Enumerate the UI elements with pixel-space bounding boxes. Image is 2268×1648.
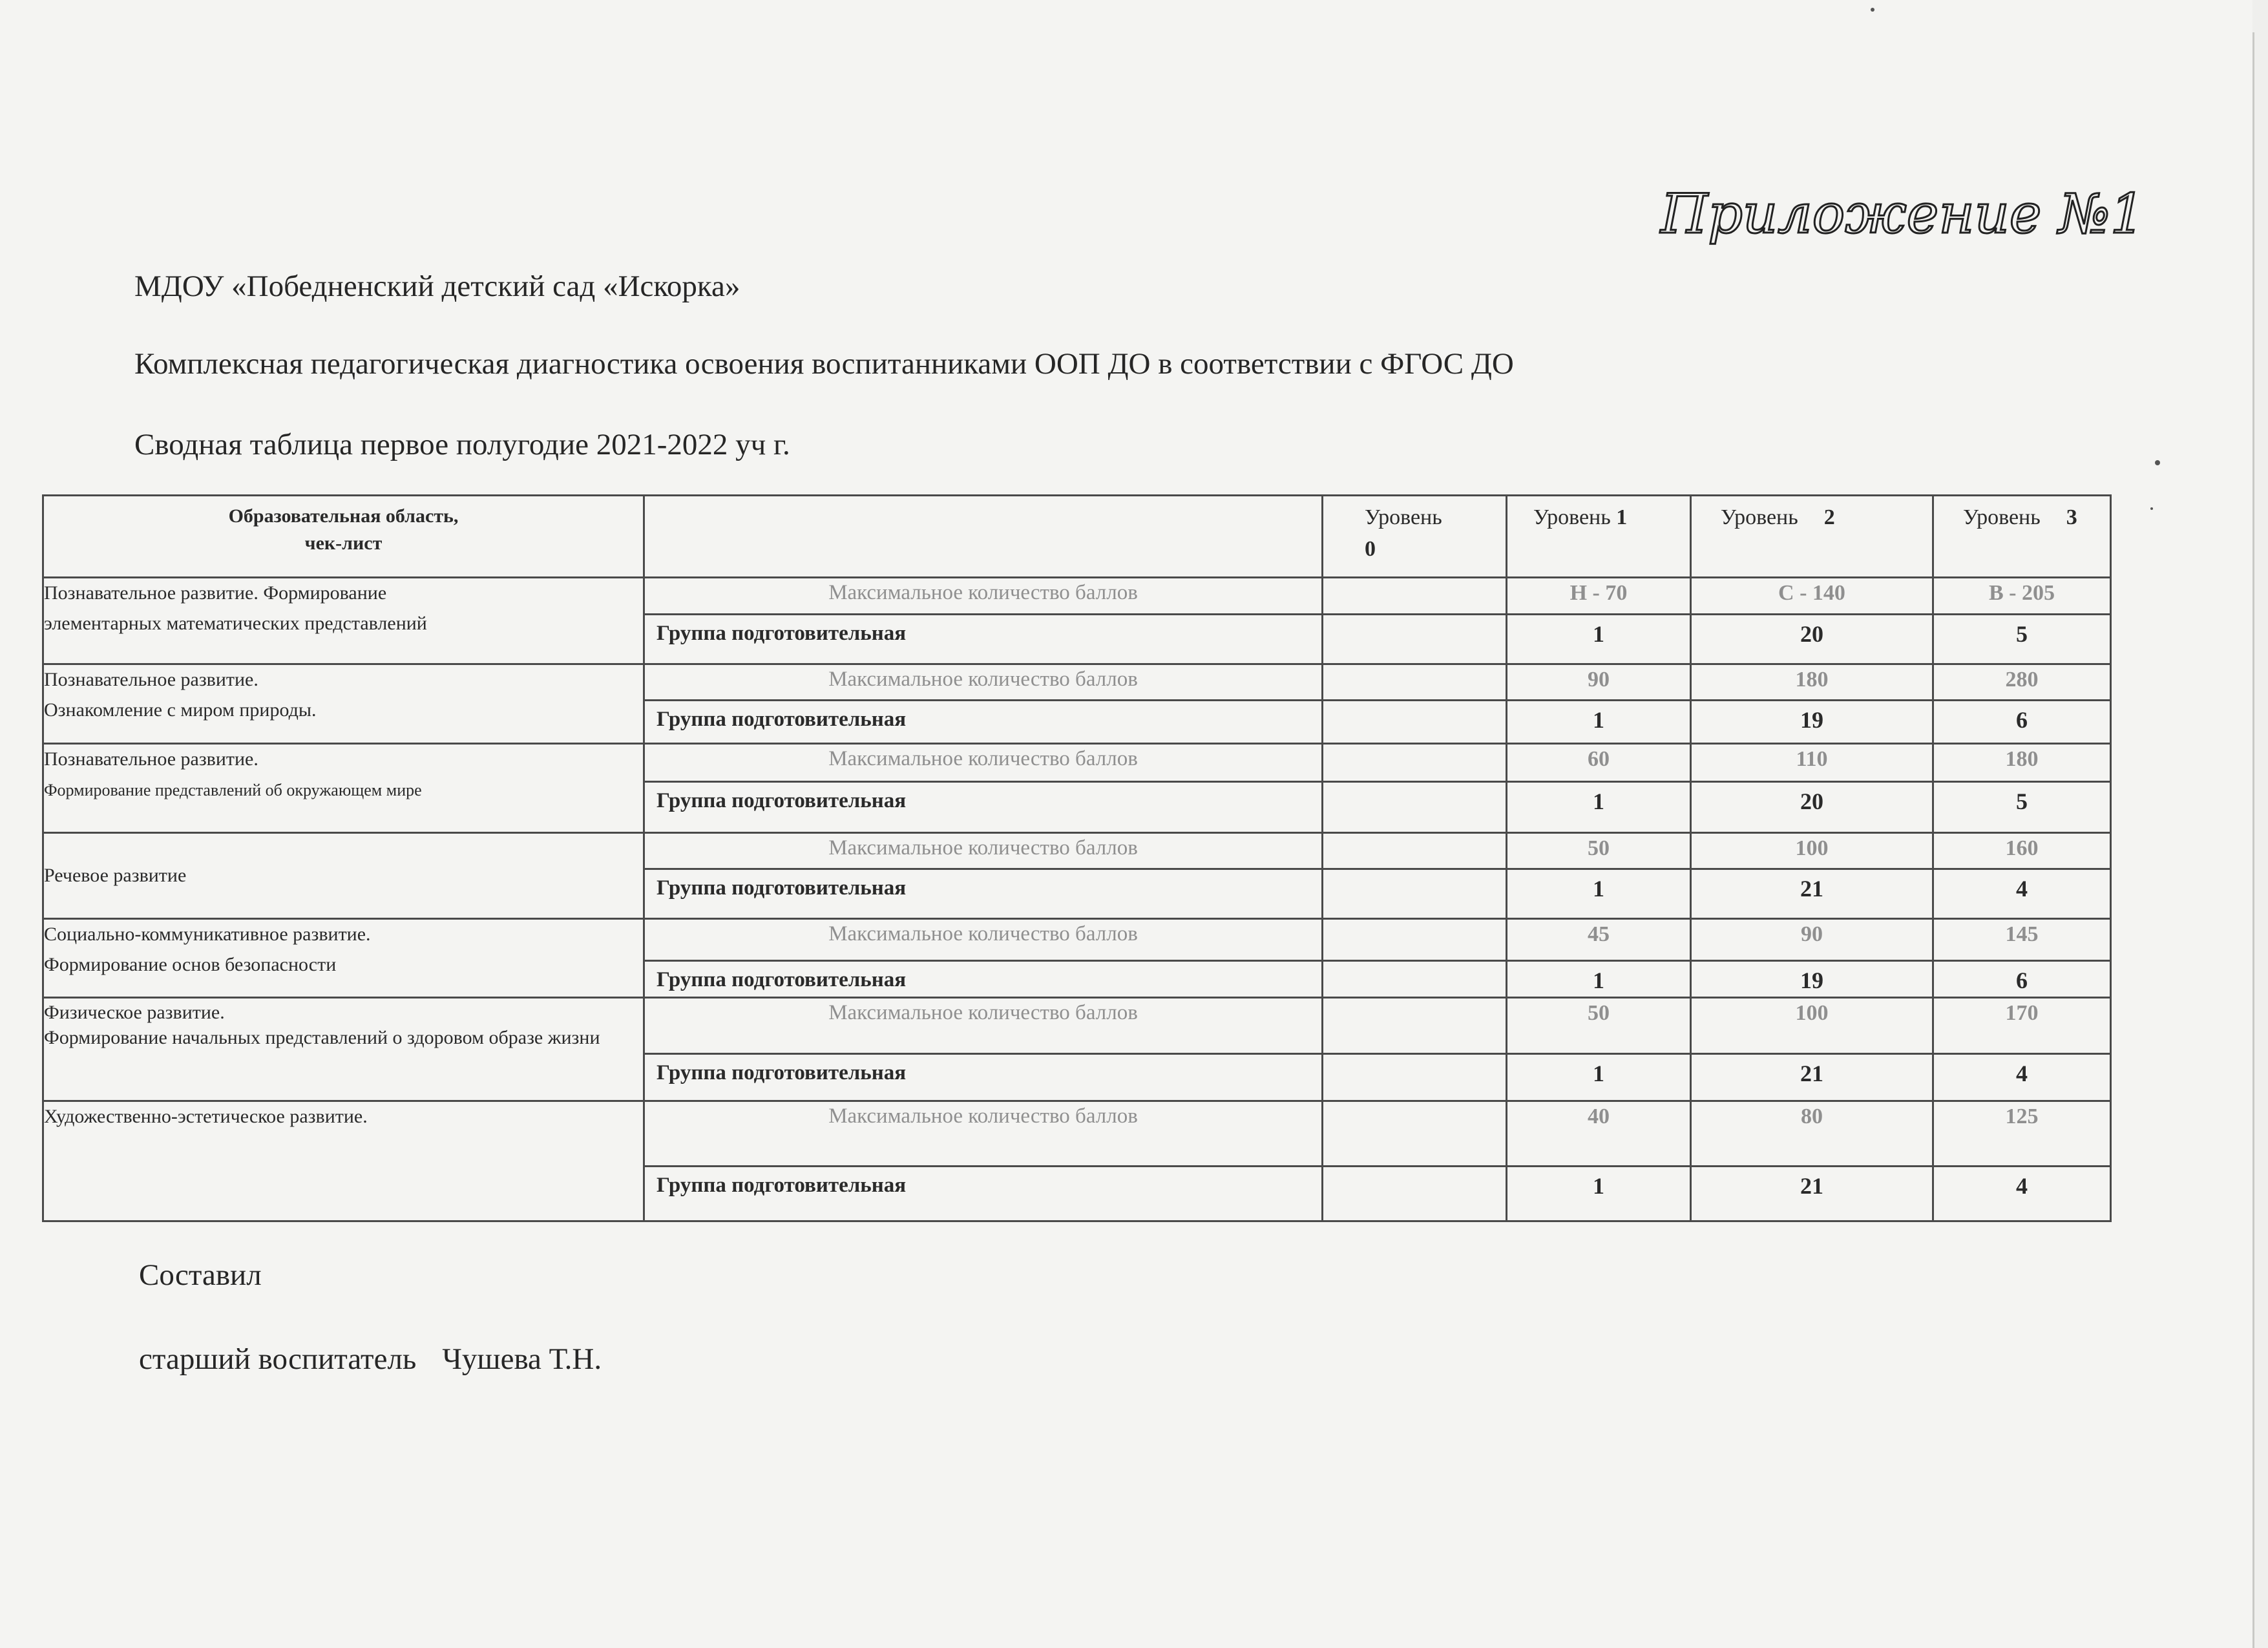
max-level-2: 110 xyxy=(1691,744,1933,782)
header-level-0 xyxy=(1323,496,1507,578)
scan-speck xyxy=(1871,8,1874,12)
group-label: Группа подготовительная xyxy=(644,701,1323,744)
max-score-label: Максимальное количество баллов xyxy=(644,744,1323,782)
group-level-1: 1 xyxy=(1507,1167,1691,1221)
group-level-3: 4 xyxy=(1933,869,2111,919)
table-row-max xyxy=(43,744,2111,782)
area-line2: Ознакомление с миром природы. xyxy=(44,699,317,721)
group-level-1: 1 xyxy=(1507,701,1691,744)
group-level-0 xyxy=(1323,1167,1507,1221)
max-level-3: 180 xyxy=(1933,744,2111,782)
group-level-1: 1 xyxy=(1507,615,1691,664)
area-line2: Формирование начальных представлений о здоровом образе жизни xyxy=(44,1027,600,1048)
max-level-1: 40 xyxy=(1507,1101,1691,1167)
max-score-label: Максимальное количество баллов xyxy=(644,1101,1323,1167)
max-level-0 xyxy=(1323,998,1507,1054)
max-level-1: 60 xyxy=(1507,744,1691,782)
group-label: Группа подготовительная xyxy=(644,1054,1323,1101)
handwritten-annotation-text: Приложение №1 xyxy=(1661,182,2145,246)
header-area-line1: Образовательная область, xyxy=(228,505,459,527)
group-level-2: 19 xyxy=(1691,701,1933,744)
document-subtitle: Комплексная педагогическая диагностика освоения воспитанниками ООП ДО в соответствии с ФГОС ДО xyxy=(134,347,1514,381)
max-score-label: Максимальное количество баллов xyxy=(644,833,1323,869)
handwritten-annotation xyxy=(1654,181,2145,259)
group-level-0 xyxy=(1323,701,1507,744)
area-line2: элементарных математических представлений xyxy=(44,612,427,634)
group-level-2: 20 xyxy=(1691,615,1933,664)
group-level-1: 1 xyxy=(1507,869,1691,919)
area-line1: Познавательное развитие. xyxy=(44,748,258,770)
max-score-label: Максимальное количество баллов xyxy=(644,578,1323,615)
group-level-0 xyxy=(1323,1054,1507,1101)
group-level-1: 1 xyxy=(1507,782,1691,833)
max-level-0 xyxy=(1323,833,1507,869)
area-line1: Познавательное развитие. xyxy=(44,669,258,690)
group-level-3: 6 xyxy=(1933,701,2111,744)
area-cell xyxy=(43,919,644,998)
group-level-1: 1 xyxy=(1507,961,1691,998)
group-level-2: 21 xyxy=(1691,869,1933,919)
max-level-2: 100 xyxy=(1691,833,1933,869)
group-label: Группа подготовительная xyxy=(644,1167,1323,1221)
handwritten-annotation-drawing xyxy=(1654,181,2145,259)
header-level-0-word: Уровень xyxy=(1365,505,1442,529)
table-row-max xyxy=(43,664,2111,701)
table-row-max xyxy=(43,998,2111,1054)
group-level-2: 20 xyxy=(1691,782,1933,833)
header-level-1 xyxy=(1507,496,1691,578)
max-level-1: 50 xyxy=(1507,833,1691,869)
area-cell xyxy=(43,833,644,919)
max-level-1: 90 xyxy=(1507,664,1691,701)
group-level-0 xyxy=(1323,869,1507,919)
max-level-1: 50 xyxy=(1507,998,1691,1054)
group-label: Группа подготовительная xyxy=(644,869,1323,919)
max-level-3: 125 xyxy=(1933,1101,2111,1167)
max-level-3: 280 xyxy=(1933,664,2111,701)
author-name: Чушева Т.Н. xyxy=(442,1342,602,1376)
group-level-0 xyxy=(1323,961,1507,998)
group-level-3: 5 xyxy=(1933,782,2111,833)
area-cell xyxy=(43,1101,644,1221)
header-level-1-word: Уровень xyxy=(1533,505,1611,529)
area-line1: Познавательное развитие. Формирование xyxy=(44,582,387,604)
institution-title: МДОУ «Победненский детский сад «Искорка» xyxy=(134,269,740,303)
table-row-max xyxy=(43,1101,2111,1167)
max-score-label: Максимальное количество баллов xyxy=(644,919,1323,961)
max-level-1: 45 xyxy=(1507,919,1691,961)
area-line2: Формирование основ безопасности xyxy=(44,953,337,975)
header-level-2-num: 2 xyxy=(1823,505,1835,529)
header-level-1-num: 1 xyxy=(1616,505,1628,529)
group-label: Группа подготовительная xyxy=(644,961,1323,998)
signature-line xyxy=(139,1344,602,1375)
group-level-2: 19 xyxy=(1691,961,1933,998)
max-level-0 xyxy=(1323,1101,1507,1167)
max-level-0 xyxy=(1323,578,1507,615)
max-level-2: С - 140 xyxy=(1691,578,1933,615)
header-level-0-num: 0 xyxy=(1365,537,1376,562)
header-level-2-word: Уровень xyxy=(1721,505,1798,529)
table-title: Сводная таблица первое полугодие 2021-2022 уч г. xyxy=(134,428,790,461)
scan-speck xyxy=(2150,507,2153,510)
group-level-3: 5 xyxy=(1933,615,2111,664)
group-label: Группа подготовительная xyxy=(644,615,1323,664)
paper-edge xyxy=(2252,32,2254,1648)
area-line1: Физическое развитие. xyxy=(44,1002,225,1023)
area-cell xyxy=(43,998,644,1101)
max-level-0 xyxy=(1323,664,1507,701)
area-line1: Речевое развитие xyxy=(44,864,187,886)
max-level-2: 80 xyxy=(1691,1101,1933,1167)
max-level-2: 100 xyxy=(1691,998,1933,1054)
max-level-3: 145 xyxy=(1933,919,2111,961)
header-area-line2: чек-лист xyxy=(304,533,383,554)
group-level-0 xyxy=(1323,782,1507,833)
header-level-3-word: Уровень xyxy=(1963,505,2041,529)
table-row-max xyxy=(43,833,2111,869)
scan-speck xyxy=(2155,460,2160,465)
group-level-3: 4 xyxy=(1933,1167,2111,1221)
group-level-3: 4 xyxy=(1933,1054,2111,1101)
max-level-2: 90 xyxy=(1691,919,1933,961)
author-position: старший воспитатель xyxy=(139,1342,417,1376)
max-level-1: Н - 70 xyxy=(1507,578,1691,615)
max-level-3: В - 205 xyxy=(1933,578,2111,615)
group-level-2: 21 xyxy=(1691,1054,1933,1101)
area-line2: Формирование представлений об окружающем мире xyxy=(44,780,422,799)
area-cell xyxy=(43,664,644,744)
max-level-0 xyxy=(1323,744,1507,782)
table-row-max xyxy=(43,578,2111,615)
group-level-0 xyxy=(1323,615,1507,664)
header-level-2 xyxy=(1691,496,1933,578)
area-line1: Художественно-эстетическое развитие. xyxy=(44,1106,368,1127)
header-blank xyxy=(644,496,1323,578)
max-score-label: Максимальное количество баллов xyxy=(644,664,1323,701)
area-cell xyxy=(43,744,644,833)
max-level-3: 160 xyxy=(1933,833,2111,869)
table-row-max xyxy=(43,919,2111,961)
max-level-2: 180 xyxy=(1691,664,1933,701)
compiled-by-label: Составил xyxy=(139,1258,262,1292)
group-level-3: 6 xyxy=(1933,961,2111,998)
max-level-0 xyxy=(1323,919,1507,961)
area-cell xyxy=(43,578,644,664)
header-level-3 xyxy=(1933,496,2111,578)
header-area xyxy=(43,496,644,578)
table-header-row xyxy=(43,496,2111,578)
header-level-3-num: 3 xyxy=(2066,505,2077,529)
group-level-2: 21 xyxy=(1691,1167,1933,1221)
group-level-1: 1 xyxy=(1507,1054,1691,1101)
max-level-3: 170 xyxy=(1933,998,2111,1054)
summary-table xyxy=(42,494,2112,1222)
area-line1: Социально-коммуникативное развитие. xyxy=(44,924,371,945)
max-score-label: Максимальное количество баллов xyxy=(644,998,1323,1054)
group-label: Группа подготовительная xyxy=(644,782,1323,833)
